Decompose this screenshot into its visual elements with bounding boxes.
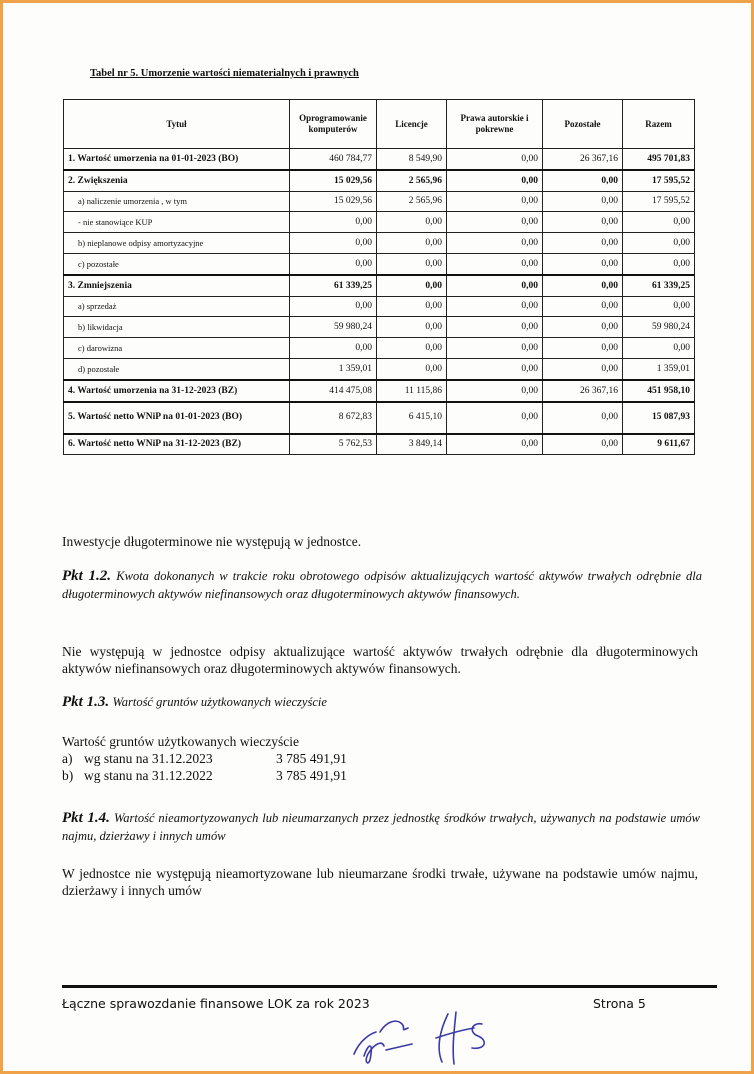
section-pkt-1-3 [62, 693, 698, 711]
row-label: c) darowizna [64, 338, 290, 359]
section-number: Pkt 1.3. [62, 694, 110, 710]
col-header: Licencje [377, 100, 447, 149]
col-header: Oprogramowanie komputerów [290, 100, 377, 149]
table-cell: 0,00 [377, 358, 447, 379]
table-cell: 0,00 [623, 338, 695, 359]
row-label: c) pozostałe [64, 253, 290, 274]
table-cell: 15 029,56 [290, 170, 377, 191]
table-cell: 0,00 [543, 275, 623, 296]
section-heading: Wartość gruntów użytkowanych wieczyście [112, 695, 327, 709]
table-row [64, 149, 695, 170]
table-cell: 0,00 [447, 275, 543, 296]
table-cell: 0,00 [447, 434, 543, 455]
table-cell: 0,00 [377, 275, 447, 296]
row-label: b) nieplanowe odpisy amortyzacyjne [64, 233, 290, 254]
table-cell: 0,00 [543, 402, 623, 434]
table-cell: 17 595,52 [623, 170, 695, 191]
section-heading: Kwota dokonanych w trakcie roku obrotowego odpisów aktualizujących wartość aktywów trwałych odrębnie dla długoterminowych aktywów niefinansowych oraz długoterminowych aktywów finansowych. [62, 569, 702, 601]
table-cell: 0,00 [290, 233, 377, 254]
table-cell: 0,00 [447, 233, 543, 254]
table-cell: 61 339,25 [623, 275, 695, 296]
col-header: Razem [623, 100, 695, 149]
table-cell: 495 701,83 [623, 149, 695, 170]
table-cell: 0,00 [377, 296, 447, 317]
table-cell: 0,00 [290, 296, 377, 317]
table-cell: 0,00 [543, 191, 623, 212]
page-number: Strona 5 [593, 996, 646, 1011]
row-marker: a) [62, 751, 73, 766]
table-row [64, 275, 695, 296]
pkt-1-2-body: Nie występują w jednostce odpisy aktualizujące wartość aktywów trwałych odrębnie dla długoterminowych aktywów niefinansowych oraz długoterminowych aktywów finansowych. [62, 644, 698, 676]
table-cell: 0,00 [543, 317, 623, 338]
table-cell: 2 565,96 [377, 170, 447, 191]
table-cell: 26 367,16 [543, 380, 623, 402]
table-cell: 0,00 [543, 296, 623, 317]
table-row [64, 170, 695, 191]
table-cell: 1 359,01 [290, 358, 377, 379]
table-cell: 0,00 [290, 212, 377, 233]
table-row [64, 380, 695, 402]
table-cell: 59 980,24 [623, 317, 695, 338]
table-cell: 0,00 [447, 212, 543, 233]
table-cell: 0,00 [543, 233, 623, 254]
table-cell: 0,00 [543, 253, 623, 274]
section-pkt-1-2 [62, 567, 702, 603]
row-label: 5. Wartość netto WNiP na 01-01-2023 (BO) [64, 402, 290, 434]
signature-2 [428, 1006, 498, 1068]
table-title: Tabel nr 5. Umorzenie wartości niematerialnych i prawnych [90, 68, 359, 79]
table-cell: 17 595,52 [623, 191, 695, 212]
table-cell: 0,00 [447, 402, 543, 434]
pkt-1-4-body: W jednostce nie występują nieamortyzowane lub nieumarzane środki trwałe, używane na podstawie umów najmu, dzierżawy i innych umów [62, 866, 698, 898]
table-cell: 0,00 [377, 338, 447, 359]
table-cell: 0,00 [290, 253, 377, 274]
table-cell: 0,00 [447, 253, 543, 274]
table-cell: 0,00 [543, 434, 623, 455]
table-row [64, 402, 695, 434]
table-cell: 414 475,08 [290, 380, 377, 402]
table-cell: 61 339,25 [290, 275, 377, 296]
table-cell: 0,00 [623, 233, 695, 254]
row-label: 3. Zmniejszenia [64, 275, 290, 296]
table-cell: 0,00 [290, 338, 377, 359]
row-label: d) pozostałe [64, 358, 290, 379]
section-number: Pkt 1.2. [62, 568, 111, 584]
table-cell: 59 980,24 [290, 317, 377, 338]
table-cell: 0,00 [447, 380, 543, 402]
land-value-row [62, 768, 347, 784]
table-cell: 2 565,96 [377, 191, 447, 212]
table-cell: 0,00 [447, 296, 543, 317]
signature-1 [340, 1010, 420, 1068]
col-header: Tytuł [64, 100, 290, 149]
table-row [64, 233, 695, 254]
col-header: Prawa autorskie i pokrewne [447, 100, 543, 149]
table-cell: 0,00 [623, 296, 695, 317]
table-cell: 26 367,16 [543, 149, 623, 170]
section-number: Pkt 1.4. [62, 810, 110, 826]
investments-statement: Inwestycje długoterminowe nie występują w jednostce. [62, 534, 362, 549]
row-label: a) naliczenie umorzenia , w tym [64, 191, 290, 212]
row-label: b) likwidacja [64, 317, 290, 338]
table-cell: 0,00 [543, 212, 623, 233]
table-cell: 0,00 [543, 358, 623, 379]
table-cell: 0,00 [377, 317, 447, 338]
footer-divider [62, 985, 717, 988]
table-cell: 15 029,56 [290, 191, 377, 212]
table-row [64, 358, 695, 379]
table-row [64, 317, 695, 338]
row-label: - nie stanowiące KUP [64, 212, 290, 233]
table-cell: 9 611,67 [623, 434, 695, 455]
table-row [64, 253, 695, 274]
table-cell: 8 672,83 [290, 402, 377, 434]
table-cell: 460 784,77 [290, 149, 377, 170]
footer-title: Łączne sprawozdanie finansowe LOK za rok 2023 [62, 996, 370, 1011]
table-cell: 5 762,53 [290, 434, 377, 455]
table-cell: 1 359,01 [623, 358, 695, 379]
table-cell: 0,00 [377, 253, 447, 274]
table-cell: 0,00 [623, 253, 695, 274]
row-text: wg stanu na 31.12.2022 [84, 768, 213, 783]
col-header: Pozostałe [543, 100, 623, 149]
table-row [64, 191, 695, 212]
section-heading: Wartość nieamortyzowanych lub nieumarzanych przez jednostkę środków trwałych, używanych na podstawie umów najmu, dzierżawy i innych umów [62, 811, 700, 843]
table-cell: 0,00 [447, 191, 543, 212]
section-pkt-1-4 [62, 809, 700, 845]
row-marker: b) [62, 768, 74, 783]
table-cell: 0,00 [543, 170, 623, 191]
table-cell: 3 849,14 [377, 434, 447, 455]
table-cell: 0,00 [543, 338, 623, 359]
pkt-1-3-body: Wartość gruntów użytkowanych wieczyście [62, 734, 299, 749]
row-label: 1. Wartość umorzenia na 01-01-2023 (BO) [64, 149, 290, 170]
table-cell: 0,00 [623, 212, 695, 233]
table-cell: 0,00 [447, 170, 543, 191]
table-cell: 0,00 [447, 338, 543, 359]
table-cell: 0,00 [447, 149, 543, 170]
row-value: 3 785 491,91 [276, 751, 347, 766]
table-cell: 0,00 [377, 212, 447, 233]
row-label: 6. Wartość netto WNiP na 31-12-2023 (BZ) [64, 434, 290, 455]
amortization-table [63, 99, 695, 455]
table-row [64, 338, 695, 359]
table-row [64, 434, 695, 455]
row-label: a) sprzedaż [64, 296, 290, 317]
table-cell: 0,00 [377, 233, 447, 254]
table-row [64, 296, 695, 317]
table-cell: 6 415,10 [377, 402, 447, 434]
row-value: 3 785 491,91 [276, 768, 347, 783]
table-cell: 15 087,93 [623, 402, 695, 434]
row-label: 2. Zwiększenia [64, 170, 290, 191]
table-cell: 0,00 [447, 317, 543, 338]
row-text: wg stanu na 31.12.2023 [84, 751, 213, 766]
table-cell: 0,00 [447, 358, 543, 379]
table-header-row [64, 100, 695, 149]
row-label: 4. Wartość umorzenia na 31-12-2023 (BZ) [64, 380, 290, 402]
table-cell: 451 958,10 [623, 380, 695, 402]
table-cell: 11 115,86 [377, 380, 447, 402]
table-cell: 8 549,90 [377, 149, 447, 170]
table-row [64, 212, 695, 233]
land-value-row [62, 751, 347, 767]
